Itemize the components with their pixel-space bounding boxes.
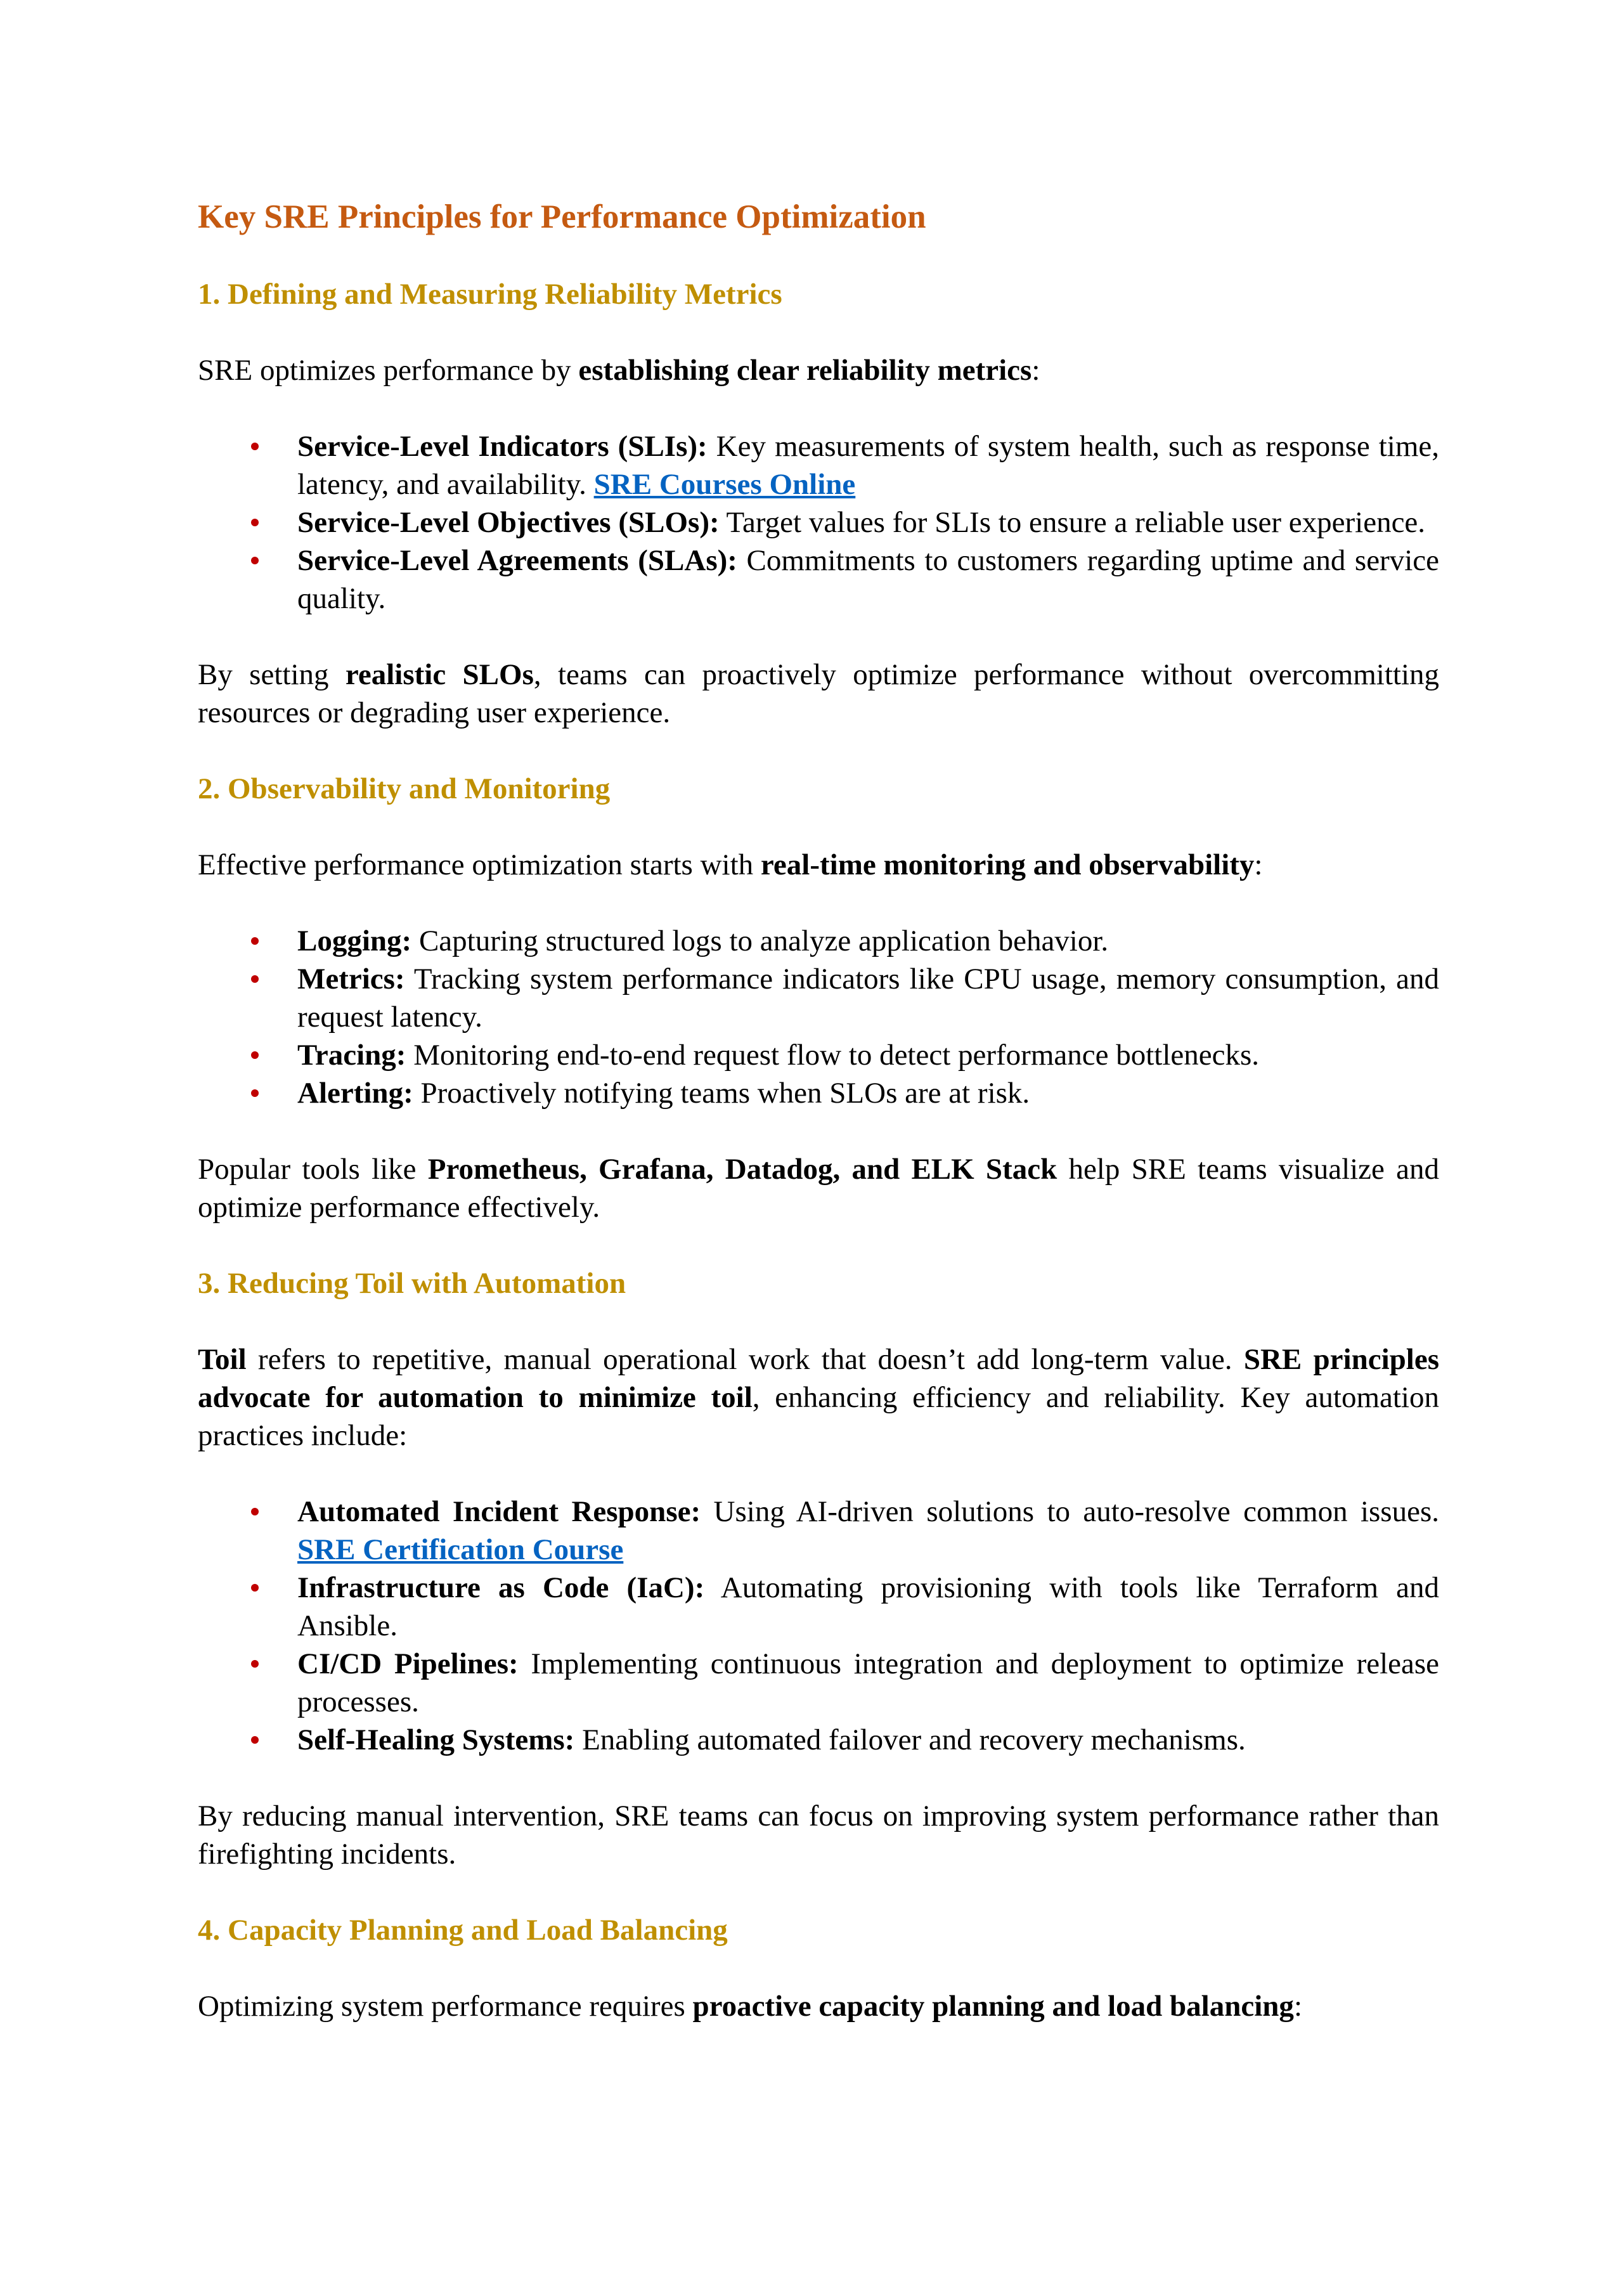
list-item <box>198 503 1439 542</box>
list-item-text: Key measurements of system health, such as response time, latency, and availability. <box>297 430 1440 501</box>
list-item-term: Automated Incident Response: <box>297 1495 701 1528</box>
list-item-text: Implementing continuous integration and deployment to optimize release processes. <box>297 1647 1440 1718</box>
bullet-icon <box>251 557 259 564</box>
bullet-icon <box>251 937 259 945</box>
list-item-term: Service-Level Indicators (SLIs): <box>297 430 708 463</box>
list-item-term: Metrics: <box>297 963 405 996</box>
list-item-term: CI/CD Pipelines: <box>297 1647 519 1680</box>
section-heading-reducing-toil: 3. Reducing Toil with Automation <box>198 1267 626 1300</box>
list-item <box>198 1569 1439 1645</box>
bullet-icon <box>251 443 259 450</box>
list-item-text: Target values for SLIs to ensure a reliable user experience. <box>719 506 1426 539</box>
list-item-text: Monitoring end-to-end request flow to detect performance bottlenecks. <box>406 1039 1260 1072</box>
outro-text: help SRE teams visualize and optimize performance effectively. <box>198 1153 1439 1224</box>
list-item-term: Tracing: <box>297 1039 406 1072</box>
intro-text: , enhancing efficiency and reliability. Key automation practices include: <box>198 1381 1439 1452</box>
list-item-text: Using AI-driven solutions to auto-resolve common issues. <box>701 1495 1439 1528</box>
bullet-icon <box>251 1584 259 1592</box>
list-item-term: Logging: <box>297 924 412 957</box>
section-intro <box>198 1987 1439 2025</box>
list-item <box>198 960 1439 1036</box>
intro-bold-text: proactive capacity planning and load balancing <box>692 1990 1294 2023</box>
intro-bold-text: establishing clear reliability metrics <box>578 354 1032 387</box>
section-heading-observability: 2. Observability and Monitoring <box>198 772 611 805</box>
section-intro <box>198 351 1439 389</box>
list-item-text: Commitments to customers regarding uptime and service quality. <box>297 544 1439 615</box>
outro-text: By setting <box>198 658 346 691</box>
list-item-term: Self-Healing Systems: <box>297 1723 575 1756</box>
section-intro <box>198 846 1439 884</box>
list-item <box>198 922 1439 960</box>
list-item-text: Proactively notifying teams when SLOs are at risk. <box>413 1077 1030 1110</box>
list-item-text: Tracking system performance indicators like CPU usage, memory consumption, and request latency. <box>297 963 1439 1034</box>
bullet-icon <box>251 1051 259 1059</box>
outro-text: Popular tools like <box>198 1153 428 1186</box>
intro-bold-text: SRE principles advocate for automation to minimize toil <box>198 1343 1439 1414</box>
bullet-icon <box>251 1660 259 1668</box>
intro-text: Optimizing system performance requires <box>198 1990 693 2023</box>
document-page <box>198 197 1439 2025</box>
outro-bold-text: Prometheus, Grafana, Datadog, and ELK Stack <box>427 1153 1057 1186</box>
sre-certification-course-link[interactable]: SRE Certification Course <box>297 1533 624 1566</box>
list-item <box>198 1645 1439 1721</box>
list-item <box>198 427 1439 503</box>
list-item-term: Alerting: <box>297 1077 413 1110</box>
bullet-list <box>198 427 1439 618</box>
bullet-list <box>198 922 1439 1112</box>
list-item <box>198 1493 1439 1569</box>
bullet-icon <box>251 1508 259 1515</box>
list-item-text: Capturing structured logs to analyze application behavior. <box>411 924 1109 957</box>
intro-bold-text: real-time monitoring and observability <box>760 848 1255 881</box>
intro-text: : <box>1254 848 1263 881</box>
intro-text: refers to repetitive, manual operational work that doesn’t add long-term value. <box>246 1343 1244 1376</box>
section-intro <box>198 1340 1439 1455</box>
list-item <box>198 1074 1439 1112</box>
bullet-list <box>198 1493 1439 1759</box>
outro-text: , teams can proactively optimize performance without overcommitting resources or degrading user experience. <box>198 658 1439 729</box>
intro-text: Effective performance optimization starts with <box>198 848 761 881</box>
intro-bold-text: Toil <box>198 1343 247 1376</box>
list-item <box>198 1036 1439 1074</box>
list-item-term: Service-Level Agreements (SLAs): <box>297 544 737 577</box>
intro-text: : <box>1293 1990 1302 2023</box>
bullet-icon <box>251 1089 259 1097</box>
bullet-icon <box>251 519 259 526</box>
list-item-term: Service-Level Objectives (SLOs): <box>297 506 720 539</box>
section-outro <box>198 656 1439 732</box>
bullet-icon <box>251 1736 259 1744</box>
page-title: Key SRE Principles for Performance Optimization <box>198 198 926 235</box>
list-item <box>198 1721 1439 1759</box>
list-item-text: Automating provisioning with tools like Terraform and Ansible. <box>297 1571 1439 1642</box>
section-heading-capacity-planning: 4. Capacity Planning and Load Balancing <box>198 1914 728 1947</box>
section-heading-reliability-metrics: 1. Defining and Measuring Reliability Metrics <box>198 278 782 311</box>
intro-text: : <box>1031 354 1040 387</box>
list-item-text: Enabling automated failover and recovery mechanisms. <box>574 1723 1246 1756</box>
list-item <box>198 542 1439 618</box>
intro-text: SRE optimizes performance by <box>198 354 579 387</box>
sre-courses-online-link[interactable]: SRE Courses Online <box>593 468 856 501</box>
section-outro <box>198 1150 1439 1226</box>
bullet-icon <box>251 975 259 983</box>
list-item-term: Infrastructure as Code (IaC): <box>297 1571 705 1604</box>
section-outro: By reducing manual intervention, SRE teams can focus on improving system performance rather than firefighting incidents. <box>198 1800 1439 1871</box>
outro-bold-text: realistic SLOs <box>345 658 534 691</box>
